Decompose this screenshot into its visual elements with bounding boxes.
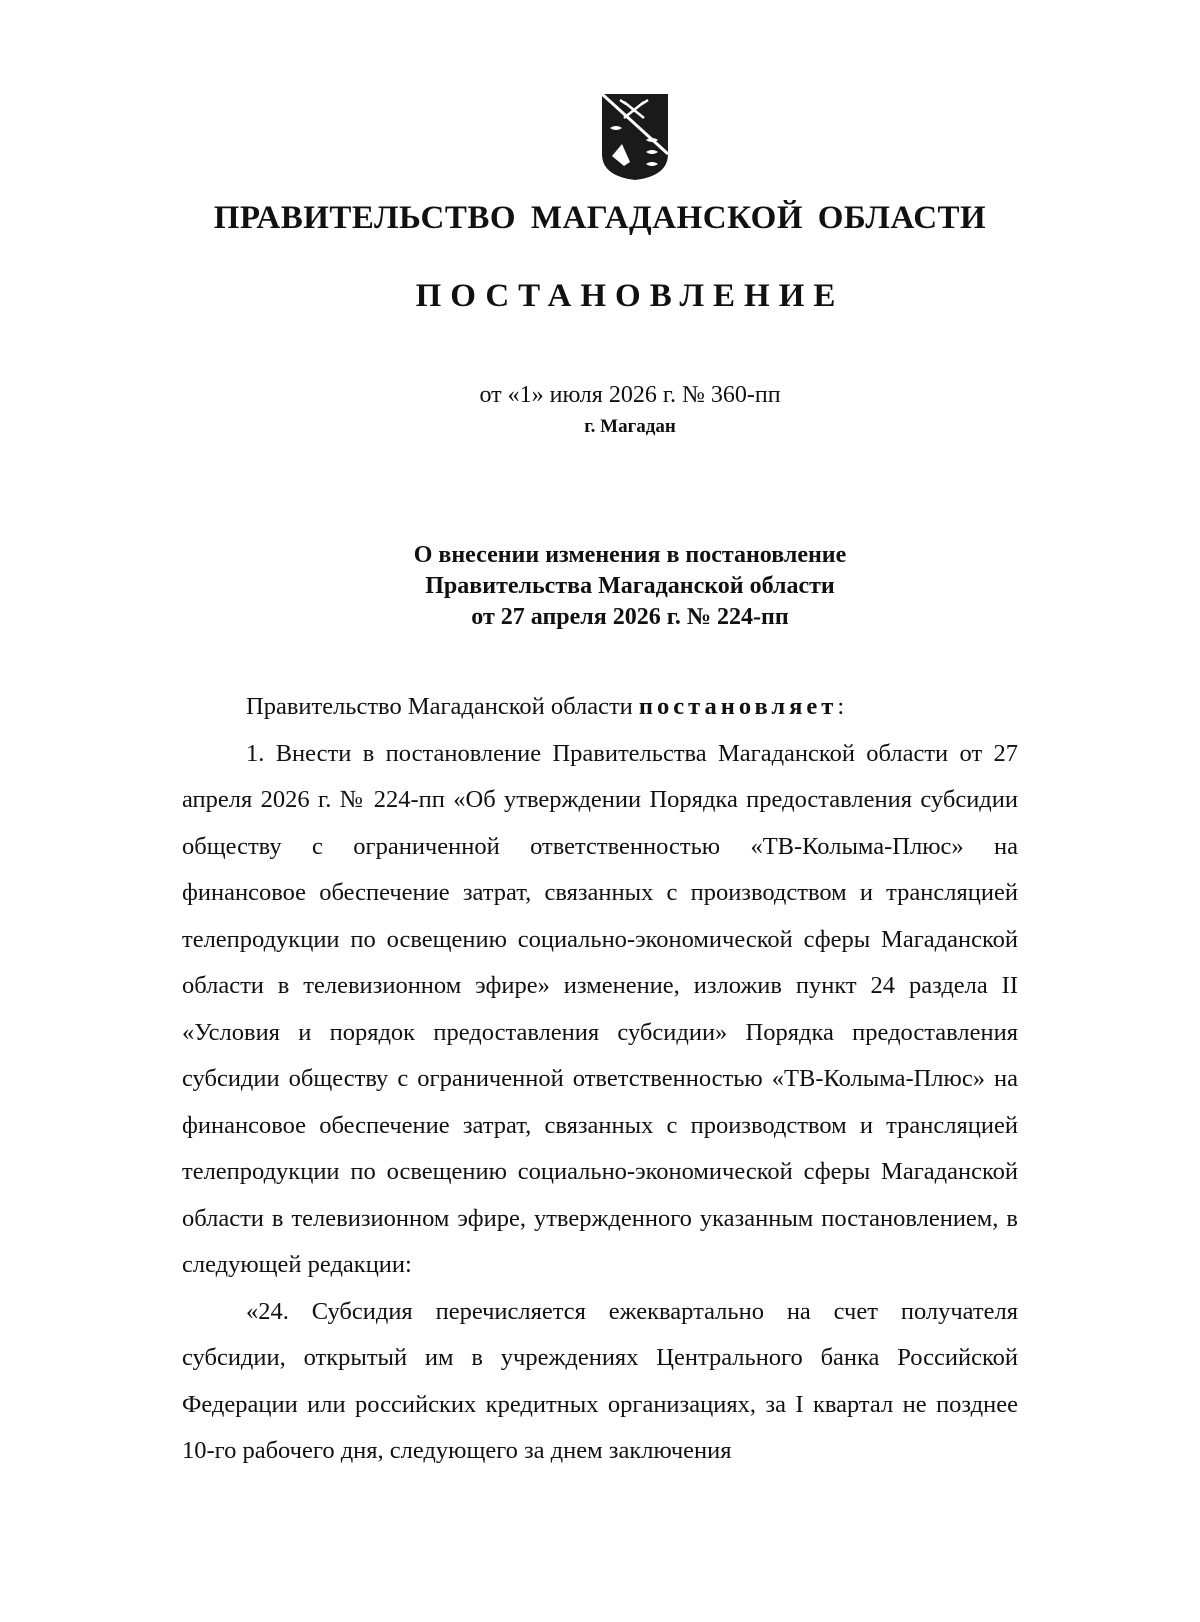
subject-line: О внесении изменения в постановление: [413, 542, 847, 568]
preamble-verb: постановляет: [638, 693, 838, 720]
magadan-coat-of-arms-icon: [600, 92, 670, 182]
document-subject: [0, 540, 1200, 633]
paragraph-1: 1. Внести в постановление Правительства Магаданской области от 27 апреля 2026 г. № 224-пп «Об утверждении Порядка предоставления субсидии обществу с ограниченной ответственностью «ТВ-Колыма-Плюс» на финансовое обеспечение затрат, связанных с производством и трансляцией телепродукции по освещению социально-экономической сферы Магаданской области в телевизионном эфире» изменение, изложив пункт 24 раздела II «Условия и порядок предоставления субсидии» Порядка предоставления субсидии обществу с ограниченной ответственностью «ТВ-Колыма-Плюс» на финансовое обеспечение затрат, связанных с производством и трансляцией телепродукции по освещению социально-экономической сферы Магаданской области в телевизионном эфире, утвержденного указанным постановлением, в следующей редакции:: [182, 739, 1018, 1278]
preamble-colon: :: [837, 693, 845, 720]
subject-line: Правительства Магаданской области: [425, 573, 835, 599]
preamble-text: Правительство Магаданской области: [246, 693, 639, 720]
document-body: [182, 684, 1018, 1475]
preamble: [182, 684, 1018, 731]
document-date-number: от «1» июля 2026 г. № 360-пп: [479, 382, 781, 408]
organization-title: ПРАВИТЕЛЬСТВО МАГАДАНСКОЙ ОБЛАСТИ: [213, 200, 987, 236]
document-type: ПОСТАНОВЛЕНИЕ: [415, 278, 845, 314]
subject-line: от 27 апреля 2026 г. № 224-пп: [471, 604, 789, 630]
document-city: г. Магадан: [584, 416, 676, 437]
paragraph-2: «24. Субсидия перечисляется ежеквартально на счет получателя субсидии, открытый им в учреждениях Центрального банка Российской Федерации или российских кредитных организациях, за I квартал не позднее 10-го рабочего дня, следующего за днем заключения: [182, 1297, 1018, 1464]
